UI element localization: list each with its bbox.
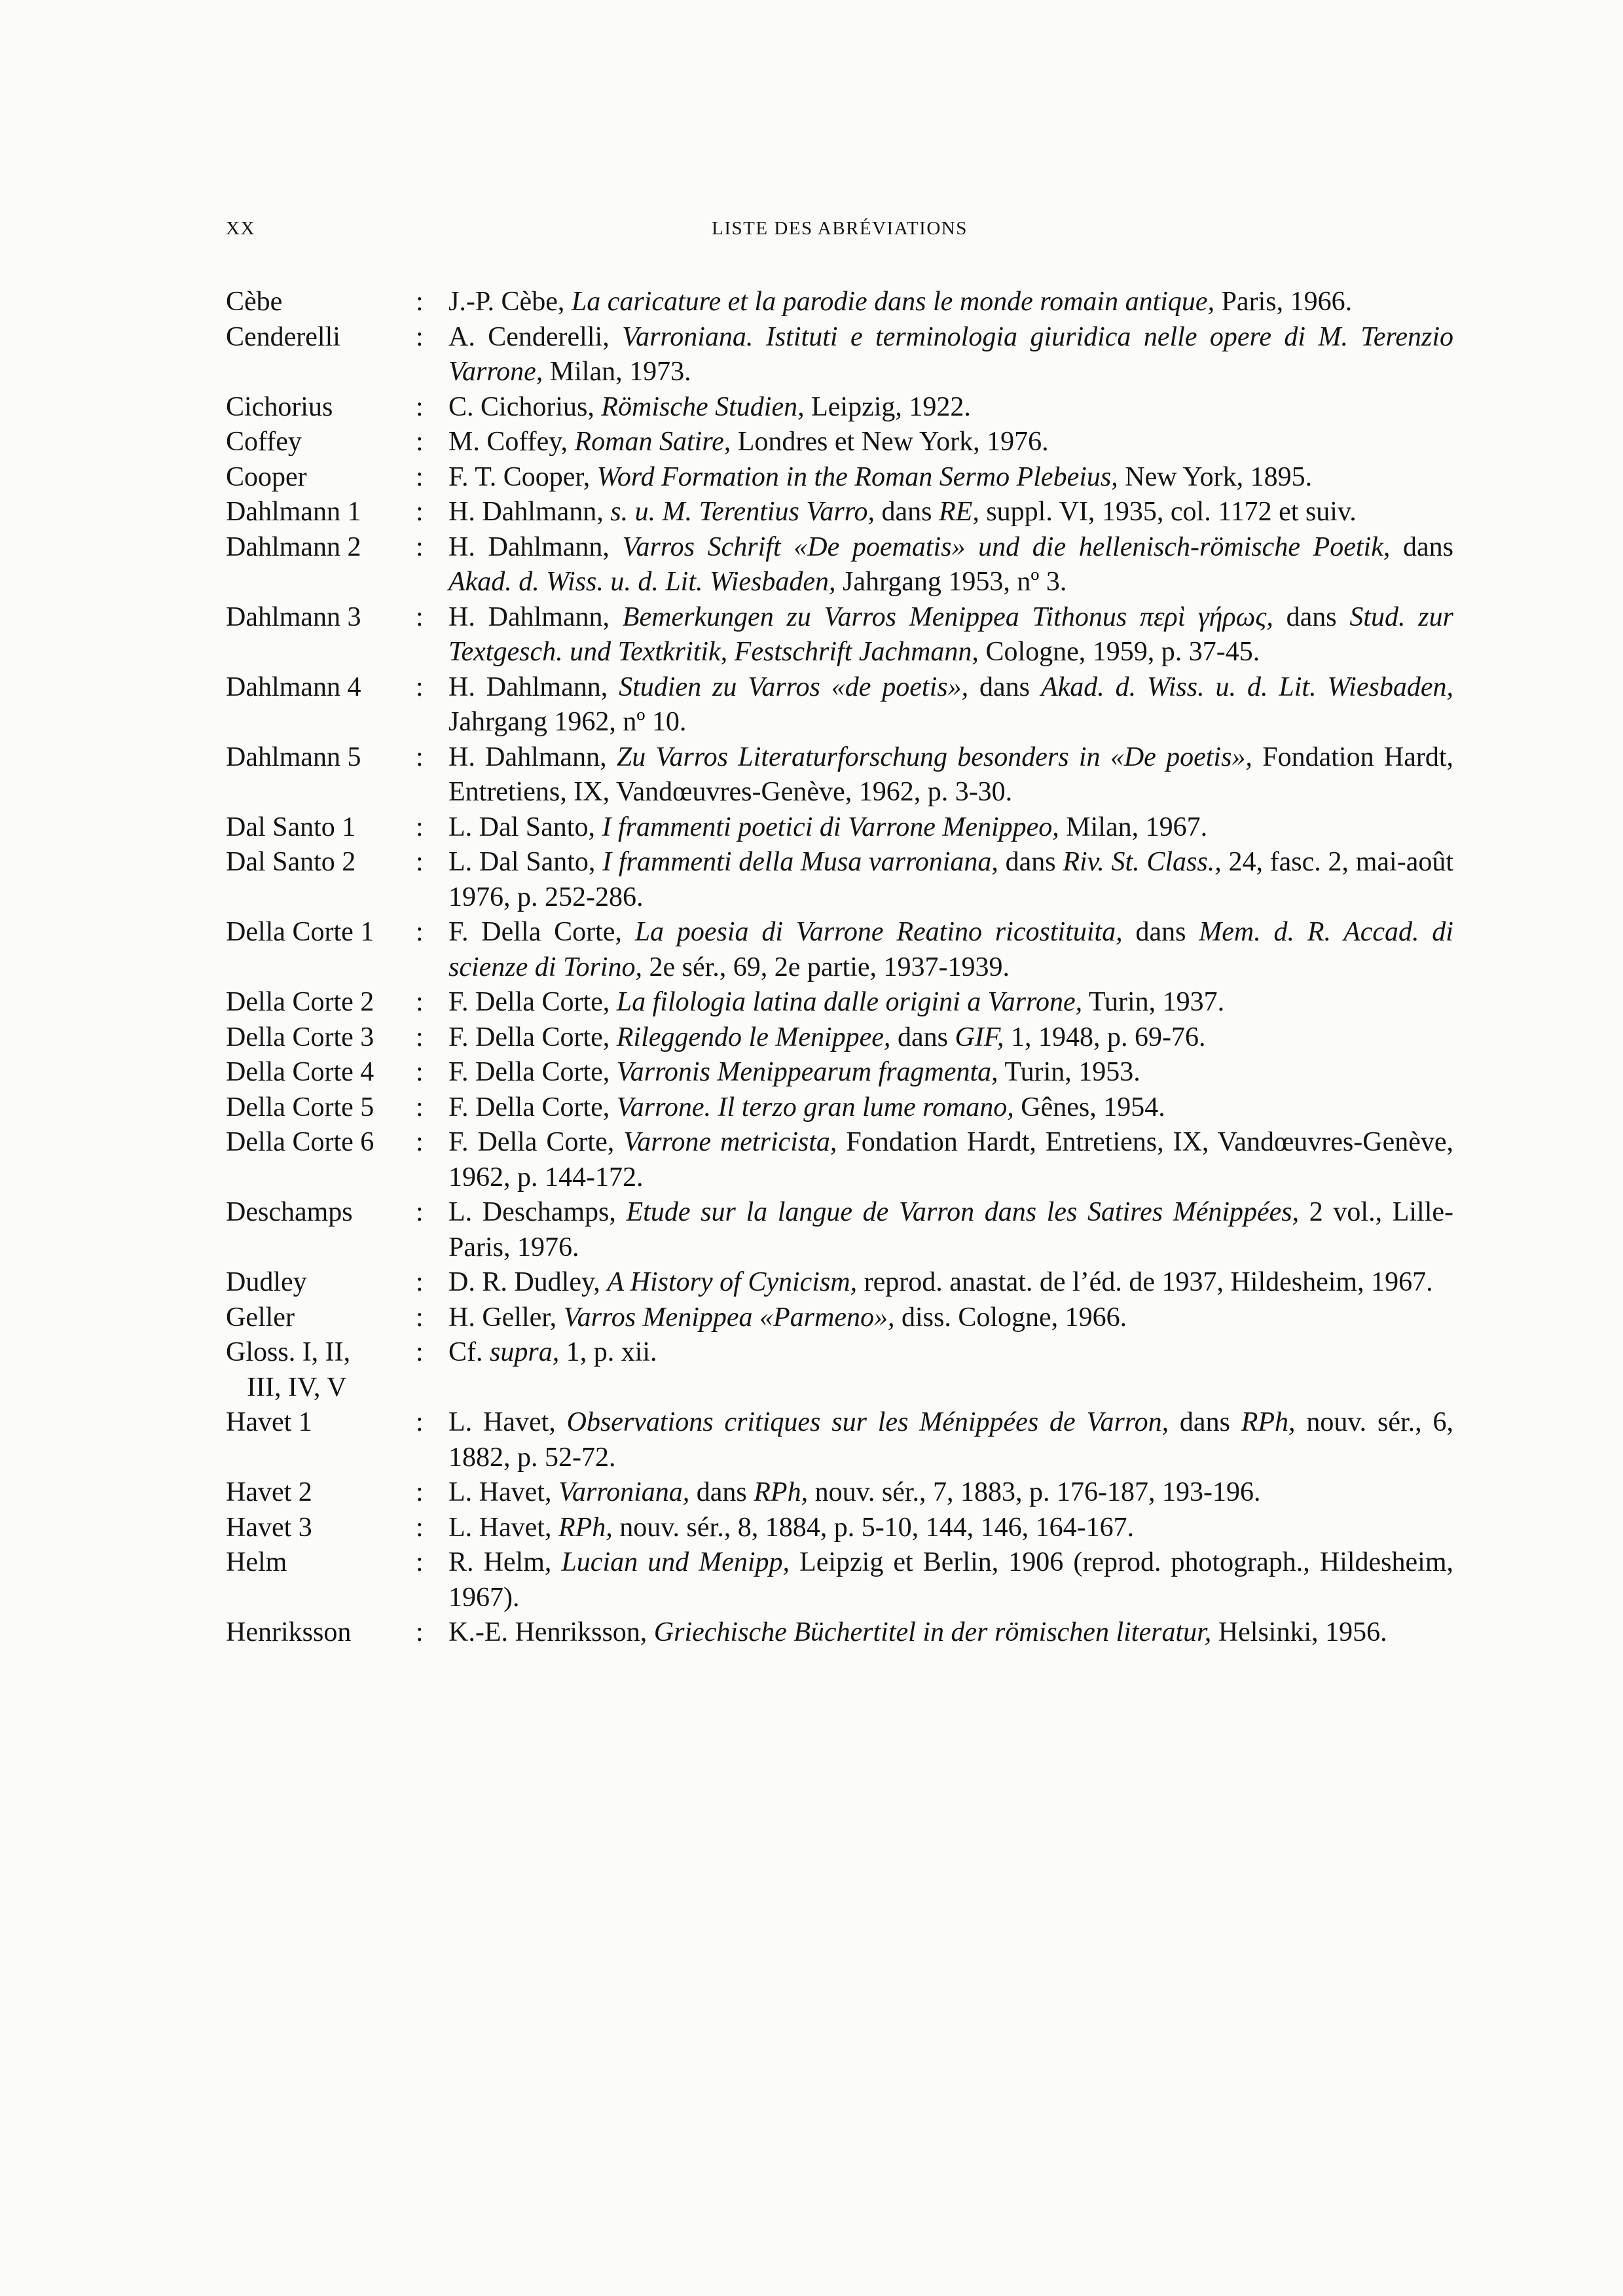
reference-text: Cologne, 1959, p. 37-45.	[978, 637, 1260, 667]
reference-text: Paris, 1966.	[1214, 287, 1353, 317]
reference-text: dans	[1169, 1407, 1241, 1437]
abbreviation-key	[226, 320, 416, 355]
reference-title: Roman Satire,	[574, 427, 731, 457]
reference-title: Etude sur la langue de Varron dans les Satires Ménippées,	[626, 1197, 1300, 1227]
reference-title: Word Formation in the Roman Sermo Plebeius,	[596, 461, 1118, 492]
bibliographic-reference	[448, 460, 1453, 495]
bibliographic-reference	[448, 810, 1453, 846]
bibliographic-reference	[448, 530, 1453, 600]
bibliographic-reference	[448, 1020, 1453, 1056]
abbreviation-key	[226, 1511, 416, 1546]
reference-text: New York, 1895.	[1118, 461, 1313, 492]
abbreviation-key	[226, 285, 416, 320]
reference-text: K.-E. Henriksson,	[448, 1617, 654, 1647]
entry-separator: :	[416, 1617, 424, 1647]
bibliographic-reference	[448, 1265, 1453, 1300]
running-head	[226, 218, 1453, 248]
bibliographic-reference	[448, 1475, 1453, 1511]
abbreviation-key-line: Cichorius	[226, 391, 333, 422]
abbreviation-key-line: Dahlmann 5	[226, 742, 361, 772]
entry-separator: :	[416, 601, 424, 632]
abbreviation-entry	[226, 1055, 1453, 1090]
abbreviation-key-line: III, IV, V	[247, 1372, 347, 1403]
abbreviation-key	[226, 600, 416, 636]
abbreviation-entry	[226, 600, 1453, 670]
abbreviation-entry	[226, 1511, 1453, 1546]
abbreviation-entry	[226, 845, 1453, 915]
abbreviation-key	[226, 1405, 416, 1441]
abbreviation-entry	[226, 530, 1453, 600]
reference-text: Turin, 1953.	[998, 1057, 1140, 1087]
entry-separator: :	[416, 987, 424, 1017]
entry-separator: :	[416, 672, 424, 702]
abbreviation-key	[226, 670, 416, 706]
reference-text: H. Dahlmann,	[448, 672, 619, 702]
abbreviation-key-line: Della Corte 3	[226, 1022, 374, 1052]
bibliographic-reference	[448, 985, 1453, 1020]
reference-title: Römische Studien,	[601, 391, 805, 422]
reference-text: nouv. sér., 7, 1883, p. 176-187, 193-196.	[808, 1477, 1261, 1507]
reference-title: I frammenti della Musa varroniana,	[602, 847, 998, 877]
reference-title: Akad. d. Wiss. u. d. Lit. Wiesbaden,	[1040, 672, 1453, 702]
reference-text: H. Geller,	[448, 1302, 564, 1333]
reference-text: Jahrgang 1962, nº 10.	[448, 707, 687, 737]
reference-text: dans	[1390, 531, 1453, 562]
reference-title: Studien zu Varros «de poetis»,	[619, 672, 969, 702]
reference-title: RPh,	[558, 1512, 613, 1543]
entry-separator: :	[416, 1337, 424, 1367]
abbreviation-key-line: Della Corte 5	[226, 1092, 374, 1122]
abbreviation-entry	[226, 425, 1453, 460]
entry-separator: :	[416, 812, 424, 842]
reference-text: dans	[1122, 917, 1199, 947]
reference-title: RPh,	[754, 1477, 809, 1507]
page-number: XX	[226, 218, 255, 239]
abbreviation-key	[226, 1090, 416, 1126]
abbreviation-entry	[226, 810, 1453, 846]
reference-text: D. R. Dudley,	[448, 1267, 608, 1297]
reference-text: Gênes, 1954.	[1013, 1092, 1165, 1122]
reference-text: dans	[1273, 601, 1350, 632]
reference-text: 2 vol., Lille-Paris, 1976.	[448, 1197, 1453, 1263]
reference-text: L. Dal Santo,	[448, 847, 603, 877]
entry-separator: :	[416, 391, 424, 422]
abbreviation-key	[226, 1335, 416, 1405]
page-title: LISTE DES ABRÉVIATIONS	[712, 218, 968, 239]
reference-text: H. Dahlmann,	[448, 742, 617, 772]
entry-separator: :	[416, 1512, 424, 1543]
entry-separator: :	[416, 1547, 424, 1577]
entry-separator: :	[416, 531, 424, 562]
entry-separator: :	[416, 1302, 424, 1333]
abbreviation-key	[226, 1615, 416, 1651]
abbreviation-entry	[226, 390, 1453, 425]
abbreviation-key	[226, 530, 416, 565]
entry-separator: :	[416, 427, 424, 457]
abbreviation-key	[226, 1195, 416, 1230]
reference-title: Varrone metricista,	[623, 1127, 837, 1157]
abbreviation-key	[226, 1300, 416, 1336]
reference-text: J.-P. Cèbe,	[448, 287, 572, 317]
abbreviation-key	[226, 390, 416, 425]
reference-text: C. Cichorius,	[448, 391, 602, 422]
abbreviation-key-line: Helm	[226, 1547, 287, 1577]
abbreviation-key-line: Dal Santo 1	[226, 812, 356, 842]
abbreviation-key-line: Gloss. I, II,	[226, 1337, 351, 1367]
abbreviation-entry	[226, 1195, 1453, 1265]
reference-text: F. Della Corte,	[448, 1092, 617, 1122]
bibliographic-reference	[448, 285, 1453, 320]
bibliographic-reference	[448, 670, 1453, 740]
reference-title: Varros Menippea «Parmeno»,	[563, 1302, 895, 1333]
reference-title: La poesia di Varrone Reatino ricostituita,	[634, 917, 1123, 947]
abbreviation-key-line: Della Corte 6	[226, 1127, 374, 1157]
entry-separator: :	[416, 1057, 424, 1087]
abbreviation-key-line: Cenderelli	[226, 321, 340, 352]
abbreviation-entry	[226, 1405, 1453, 1475]
reference-title: Varroniana. Istituti e terminologia giuridica nelle opere di M. Terenzio Varrone,	[448, 321, 1453, 387]
abbreviation-key-line: Havet 2	[226, 1477, 312, 1507]
reference-title: Varroniana,	[558, 1477, 690, 1507]
reference-title: Stud. zur Textgesch. und Textkritik, Festschrift Jachmann,	[448, 601, 1453, 667]
reference-text: 1, p. xii.	[559, 1337, 657, 1367]
reference-text: R. Helm,	[448, 1547, 562, 1577]
reference-text: L. Dal Santo,	[448, 812, 602, 842]
reference-text: Leipzig, 1922.	[804, 391, 971, 422]
reference-title: Varros Schrift «De poematis» und die hellenisch-römische Poetik,	[622, 531, 1391, 562]
reference-title: Akad. d. Wiss. u. d. Lit. Wiesbaden,	[448, 567, 836, 597]
entry-separator: :	[416, 847, 424, 877]
reference-title: Lucian und Menipp,	[561, 1547, 790, 1577]
abbreviation-key-line: Dudley	[226, 1267, 307, 1297]
abbreviation-list	[226, 285, 1453, 1651]
bibliographic-reference	[448, 1545, 1453, 1615]
reference-text: suppl. VI, 1935, col. 1172 et suiv.	[979, 497, 1357, 527]
abbreviation-entry	[226, 915, 1453, 985]
reference-title: RE,	[939, 497, 979, 527]
entry-separator: :	[416, 1127, 424, 1157]
reference-text: F. Della Corte,	[448, 917, 635, 947]
abbreviation-entry	[226, 495, 1453, 530]
entry-separator: :	[416, 1197, 424, 1227]
abbreviation-key-line: Dahlmann 1	[226, 497, 361, 527]
abbreviation-entry	[226, 1335, 1453, 1405]
abbreviation-key	[226, 495, 416, 530]
abbreviation-key-line: Dahlmann 3	[226, 601, 361, 632]
entry-separator: :	[416, 742, 424, 772]
abbreviation-key-line: Cooper	[226, 461, 307, 492]
reference-title: Riv. St. Class.,	[1063, 847, 1222, 877]
bibliographic-reference	[448, 915, 1453, 985]
abbreviation-entry	[226, 320, 1453, 390]
reference-title: Varronis Menippearum fragmenta,	[616, 1057, 998, 1087]
reference-title: La caricature et la parodie dans le monde romain antique,	[571, 287, 1215, 317]
bibliographic-reference	[448, 320, 1453, 390]
bibliographic-reference	[448, 1615, 1453, 1651]
reference-text: dans	[689, 1477, 754, 1507]
abbreviation-key-line: Cèbe	[226, 287, 283, 317]
reference-text: H. Dahlmann,	[448, 601, 623, 632]
abbreviation-entry	[226, 1615, 1453, 1651]
reference-text: L. Havet,	[448, 1512, 558, 1543]
reference-title: Zu Varros Literaturforschung besonders in «De poetis»,	[616, 742, 1252, 772]
abbreviation-entry	[226, 285, 1453, 320]
reference-title: RPh,	[1241, 1407, 1296, 1437]
abbreviation-entry	[226, 460, 1453, 495]
reference-text: L. Havet,	[448, 1407, 567, 1437]
reference-text: L. Havet,	[448, 1477, 558, 1507]
abbreviation-key	[226, 1020, 416, 1056]
reference-text: A. Cenderelli,	[448, 321, 623, 352]
reference-title: Bemerkungen zu Varros Menippea Tithonus περὶ γήρως,	[622, 601, 1273, 632]
reference-title: supra,	[490, 1337, 560, 1367]
abbreviation-key-line: Deschamps	[226, 1197, 353, 1227]
abbreviation-key	[226, 985, 416, 1020]
abbreviation-entry	[226, 1300, 1453, 1336]
abbreviation-entry	[226, 1090, 1453, 1126]
reference-text: diss. Cologne, 1966.	[894, 1302, 1127, 1333]
bibliographic-reference	[448, 845, 1453, 915]
entry-separator: :	[416, 497, 424, 527]
reference-text: F. Della Corte,	[448, 1127, 624, 1157]
abbreviation-key-line: Henriksson	[226, 1617, 352, 1647]
bibliographic-reference	[448, 1055, 1453, 1090]
reference-title: A History of Cynicism,	[607, 1267, 858, 1297]
abbreviation-entry	[226, 1020, 1453, 1056]
abbreviation-entry	[226, 740, 1453, 810]
entry-separator: :	[416, 461, 424, 492]
entry-separator: :	[416, 1267, 424, 1297]
reference-text: Londres et New York, 1976.	[731, 427, 1049, 457]
abbreviation-entry	[226, 1475, 1453, 1511]
abbreviation-key	[226, 845, 416, 880]
reference-text: dans	[890, 1022, 955, 1052]
reference-text: M. Coffey,	[448, 427, 575, 457]
bibliographic-reference	[448, 495, 1453, 530]
reference-text: dans	[968, 672, 1041, 702]
reference-text: F. Della Corte,	[448, 1057, 617, 1087]
entry-separator: :	[416, 917, 424, 947]
abbreviation-key	[226, 915, 416, 950]
entry-separator: :	[416, 1022, 424, 1052]
reference-text: dans	[875, 497, 939, 527]
abbreviation-key-line: Dal Santo 2	[226, 847, 356, 877]
abbreviation-key	[226, 1055, 416, 1090]
abbreviation-key-line: Dahlmann 2	[226, 531, 361, 562]
reference-text: Milan, 1967.	[1059, 812, 1208, 842]
reference-text: F. Della Corte,	[448, 1022, 617, 1052]
reference-text: 24, fasc. 2, mai-août 1976, p. 252-286.	[448, 847, 1454, 912]
bibliographic-reference	[448, 1300, 1453, 1336]
abbreviation-key-line: Della Corte 2	[226, 987, 374, 1017]
abbreviation-key	[226, 1475, 416, 1511]
reference-title: Varrone. Il terzo gran lume romano,	[616, 1092, 1014, 1122]
reference-text: reprod. anastat. de l’éd. de 1937, Hildesheim, 1967.	[857, 1267, 1433, 1297]
abbreviation-key-line: Della Corte 4	[226, 1057, 374, 1087]
bibliographic-reference	[448, 600, 1453, 670]
bibliographic-reference	[448, 1511, 1453, 1546]
abbreviation-key	[226, 1265, 416, 1300]
reference-title: GIF,	[955, 1022, 1004, 1052]
reference-title: I frammenti poetici di Varrone Menippeo,	[602, 812, 1059, 842]
abbreviation-entry	[226, 1545, 1453, 1615]
reference-text: Fondation Hardt, Entretiens, IX, Vandœuvres-Genève, 1962, p. 144-172.	[448, 1127, 1453, 1193]
reference-text: L. Deschamps,	[448, 1197, 627, 1227]
abbreviation-key	[226, 1125, 416, 1160]
reference-text: 1, 1948, p. 69-76.	[1004, 1022, 1206, 1052]
bibliographic-reference	[448, 740, 1453, 810]
reference-title: La filologia latina dalle origini a Varrone,	[616, 987, 1083, 1017]
reference-text: nouv. sér., 6, 1882, p. 52-72.	[448, 1407, 1453, 1473]
entry-separator: :	[416, 321, 424, 352]
reference-title: Rileggendo le Menippee,	[616, 1022, 891, 1052]
entry-separator: :	[416, 1407, 424, 1437]
reference-text: nouv. sér., 8, 1884, p. 5-10, 144, 146, 164-167.	[612, 1512, 1135, 1543]
abbreviation-entry	[226, 1265, 1453, 1300]
bibliographic-reference	[448, 1335, 1453, 1371]
reference-text: H. Dahlmann,	[448, 497, 611, 527]
reference-text: Turin, 1937.	[1082, 987, 1225, 1017]
reference-title: s. u. M. Terentius Varro,	[610, 497, 875, 527]
bibliographic-reference	[448, 1195, 1453, 1265]
reference-text: 2e sér., 69, 2e partie, 1937-1939.	[642, 952, 1010, 982]
bibliographic-reference	[448, 390, 1453, 425]
reference-text: F. T. Cooper,	[448, 461, 597, 492]
abbreviation-entry	[226, 1125, 1453, 1195]
reference-text: Leipzig et Berlin, 1906 (reprod. photograph., Hildesheim, 1967).	[448, 1547, 1453, 1613]
reference-title: Observations critiques sur les Ménippées de Varron,	[566, 1407, 1169, 1437]
abbreviation-key-line: Havet 3	[226, 1512, 312, 1543]
abbreviation-key	[226, 425, 416, 460]
abbreviation-key-line: Dahlmann 4	[226, 672, 361, 702]
bibliographic-reference	[448, 1090, 1453, 1126]
abbreviation-key-line: Coffey	[226, 427, 302, 457]
abbreviation-key-line: Geller	[226, 1302, 295, 1333]
reference-text: F. Della Corte,	[448, 987, 617, 1017]
abbreviation-key-line: Havet 1	[226, 1407, 312, 1437]
reference-title: Griechische Büchertitel in der römischen literatur,	[653, 1617, 1212, 1647]
abbreviation-key	[226, 810, 416, 846]
reference-title: Mem. d. R. Accad. di scienze di Torino,	[448, 917, 1453, 982]
reference-text: Fondation Hardt, Entretiens, IX, Vandœuvres-Genève, 1962, p. 3-30.	[448, 742, 1453, 807]
abbreviation-key-line: Della Corte 1	[226, 917, 374, 947]
reference-text: dans	[998, 847, 1063, 877]
entry-separator: :	[416, 287, 424, 317]
reference-text: Jahrgang 1953, nº 3.	[835, 567, 1067, 597]
abbreviation-entry	[226, 670, 1453, 740]
reference-text: Milan, 1973.	[543, 357, 691, 387]
reference-text: Cf.	[448, 1337, 490, 1367]
abbreviation-key	[226, 740, 416, 776]
entry-separator: :	[416, 1477, 424, 1507]
abbreviation-key	[226, 460, 416, 495]
entry-separator: :	[416, 1092, 424, 1122]
bibliographic-reference	[448, 425, 1453, 460]
bibliographic-reference	[448, 1125, 1453, 1195]
abbreviation-entry	[226, 985, 1453, 1020]
abbreviation-key	[226, 1545, 416, 1581]
bibliographic-reference	[448, 1405, 1453, 1475]
reference-text: Helsinki, 1956.	[1211, 1617, 1387, 1647]
reference-text: H. Dahlmann,	[448, 531, 623, 562]
